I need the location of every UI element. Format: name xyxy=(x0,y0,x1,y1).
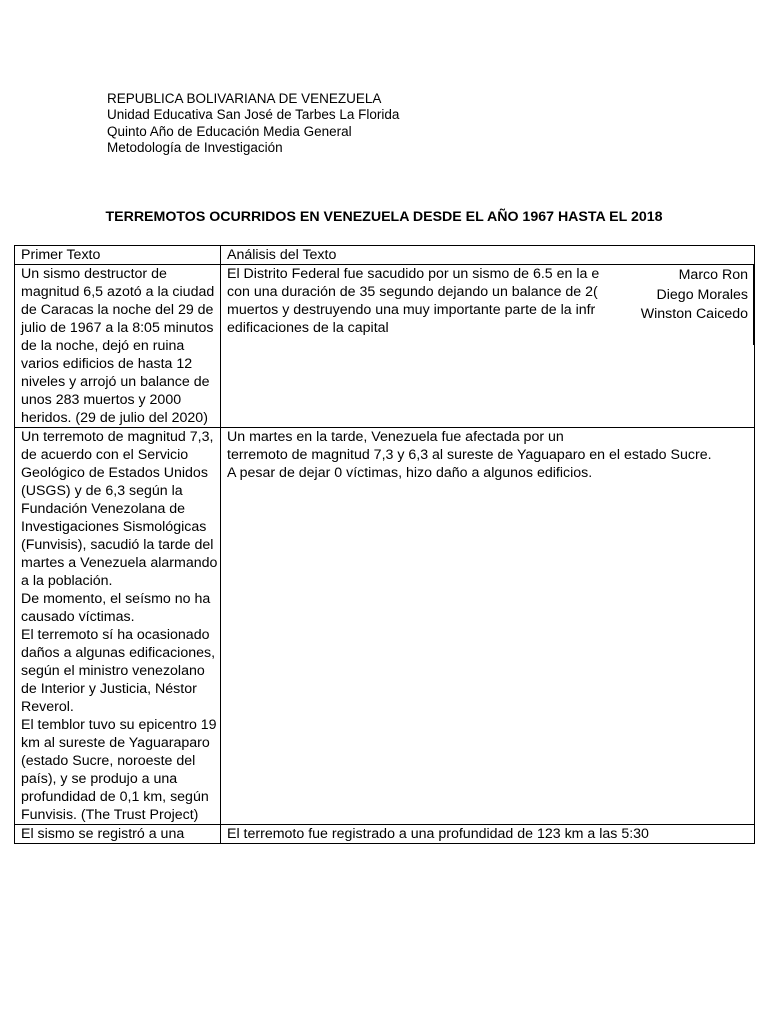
header-line-school: Unidad Educativa San José de Tarbes La Florida xyxy=(107,107,400,123)
document-title: TERREMOTOS OCURRIDOS EN VENEZUELA DESDE EL AÑO 1967 HASTA EL 2018 xyxy=(105,209,663,225)
analisis-cell xyxy=(221,428,755,825)
author-name: Marco Ron xyxy=(678,267,748,283)
primer-texto-text: El sismo se registró a una xyxy=(21,826,185,842)
header-line-subject: Metodología de Investigación xyxy=(107,139,283,155)
authors-box xyxy=(618,265,754,345)
header-line-grade: Quinto Año de Educación Media General xyxy=(107,123,352,139)
primer-texto-cell xyxy=(15,825,221,844)
primer-texto-text: Un terremoto de magnitud 7,3, de acuerdo con el Servicio Geológico de Estados Unidos (USGS) y de 6,3 según la Fundación Venezolana de Investigaciones Sismológicas (Funvisis), sacudió la tarde del martes a Venezuela alarmando a la población. De momento, el seísmo no ha causado víctimas. El terremoto sí ha ocasionado daños a algunas edificaciones, según el ministro venezolano de Interior y Justicia, Néstor Reverol. El temblor tuvo su epicentro 19 km al sureste de Yaguaraparo (estado Sucre, noroeste del país), y se produjo a una profundidad de 0,1 km, según Funvisis. (The Trust Project) xyxy=(21,429,218,823)
primer-texto-cell xyxy=(15,428,221,825)
analisis-text: El terremoto fue registrado a una profundidad de 123 km a las 5:30 xyxy=(227,826,649,842)
analisis-text: El Distrito Federal fue sacudido por un sismo de 6.5 en la e con una duración de 35 segundo dejando un balance de 2( muertos y destruyendo una muy importante parte de la infr edificaciones de la capital xyxy=(227,266,600,336)
column-header-primer-texto: Primer Texto xyxy=(15,246,221,265)
table-header-row xyxy=(15,246,755,265)
table-row xyxy=(15,825,755,844)
table-row xyxy=(15,428,755,825)
document-header xyxy=(107,91,399,156)
table-right-border xyxy=(753,265,754,345)
analisis-cell xyxy=(221,825,755,844)
primer-texto-text: Un sismo destructor de magnitud 6,5 azotó a la ciudad de Caracas la noche del 29 de julio de 1967 a la 8:05 minutos de la noche, dejó en ruina varios edificios de hasta 12 niveles y arrojó un balance de unos 283 muertos y 2000 heridos. (29 de julio del 2020) xyxy=(21,266,215,426)
author-name: Winston Caicedo xyxy=(640,306,748,322)
author-name: Diego Morales xyxy=(656,286,748,303)
analisis-text: Un martes en la tarde, Venezuela fue afectada por un terremoto de magnitud 7,3 y 6,3 al sureste de Yaguaparo en el estado Sucre. A pesar de dejar 0 víctimas, hizo daño a algunos edificios. xyxy=(227,429,712,481)
primer-texto-cell xyxy=(15,265,221,428)
header-line-country: REPUBLICA BOLIVARIANA DE VENEZUELA xyxy=(107,91,382,106)
column-header-analisis: Análisis del Texto xyxy=(221,246,755,265)
